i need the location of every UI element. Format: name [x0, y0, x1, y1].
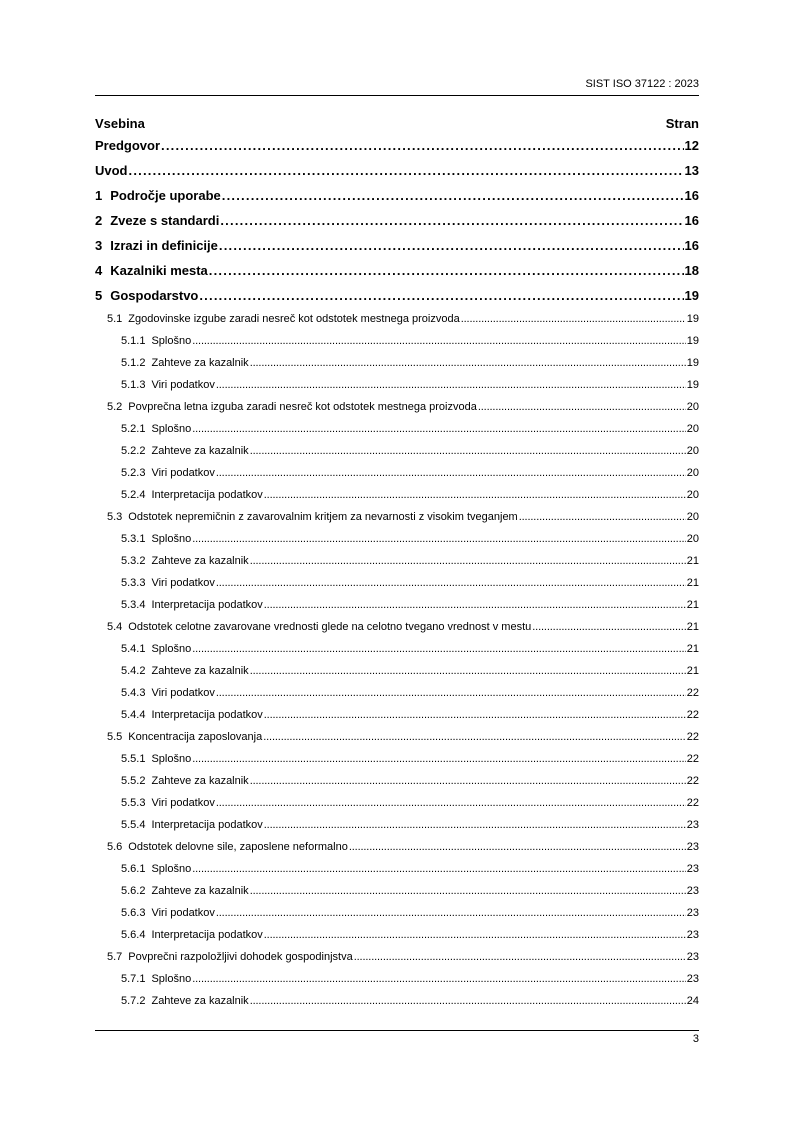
toc-entry-text: Zahteve za kazalnik: [151, 357, 249, 369]
toc-entry[interactable]: [95, 335, 699, 357]
toc-entry[interactable]: [95, 973, 699, 995]
toc-entry-page: 13: [684, 163, 699, 178]
dot-leader: [461, 313, 686, 325]
dot-leader: [250, 775, 686, 787]
toc-entry-number: 5.3.4: [121, 599, 146, 611]
dot-leader: [192, 753, 686, 765]
toc-entry-number: 5.3.1: [121, 533, 146, 545]
toc-entry-title: [121, 775, 249, 787]
toc-entry-number: 5.6.3: [121, 907, 146, 919]
toc-entry[interactable]: [95, 775, 699, 797]
toc-entry[interactable]: [95, 577, 699, 599]
toc-entry[interactable]: [95, 188, 699, 213]
dot-leader: [250, 555, 686, 567]
toc-entry[interactable]: [95, 621, 699, 643]
toc-entry-text: Viri podatkov: [151, 467, 215, 479]
footer-rule: [95, 1030, 699, 1031]
toc-entry[interactable]: [95, 263, 699, 288]
toc-entry-title: [121, 357, 249, 369]
toc-entry-page: 12: [684, 138, 699, 153]
toc-entry-title: [121, 929, 263, 941]
toc-entry-text: Splošno: [151, 753, 192, 765]
toc-entry-title: [95, 138, 160, 153]
dot-leader: [192, 863, 686, 875]
toc-entry-text: Odstotek delovne sile, zaposlene neformalno: [128, 841, 348, 853]
toc-entry-text: Zahteve za kazalnik: [151, 775, 249, 787]
toc-entry-text: Interpretacija podatkov: [151, 929, 263, 941]
dot-leader: [216, 907, 686, 919]
toc-entry-page: 21: [686, 621, 699, 633]
toc-entry-page: 18: [684, 263, 699, 278]
toc-entry-number: 5.5.1: [121, 753, 146, 765]
toc-entry-page: 22: [686, 775, 699, 787]
toc-entry[interactable]: [95, 213, 699, 238]
toc-entry-page: 16: [684, 213, 699, 228]
toc-entry[interactable]: [95, 687, 699, 709]
toc-entry-text: Splošno: [151, 533, 192, 545]
toc-entry-text: Viri podatkov: [151, 577, 215, 589]
dot-leader: [216, 577, 686, 589]
dot-leader: [161, 138, 684, 153]
toc-entry-page: 22: [686, 753, 699, 765]
toc-entry-page: 24: [686, 995, 699, 1007]
toc-entry-page: 16: [684, 238, 699, 253]
dot-leader: [478, 401, 686, 413]
toc-entry-page: 20: [686, 467, 699, 479]
toc-entry[interactable]: [95, 731, 699, 753]
toc-entry-number: 5.5.2: [121, 775, 146, 787]
page-number: 3: [692, 1033, 699, 1045]
toc-entry[interactable]: [95, 819, 699, 841]
dot-leader: [264, 599, 686, 611]
toc-entry-page: 21: [686, 555, 699, 567]
toc-entry[interactable]: [95, 313, 699, 335]
toc-entry[interactable]: [95, 797, 699, 819]
toc-entry-number: 5.6.4: [121, 929, 146, 941]
toc-entry-number: 1: [95, 188, 103, 203]
toc-entry-page: 21: [686, 577, 699, 589]
toc-entry-text: Splošno: [151, 973, 192, 985]
toc-entry[interactable]: [95, 288, 699, 313]
toc-entry-page: 19: [686, 313, 699, 325]
toc-entry-text: Kazalniki mesta: [110, 263, 208, 278]
toc-entry[interactable]: [95, 445, 699, 467]
toc-entry-text: Splošno: [151, 335, 192, 347]
toc-entry-number: 5.1: [107, 313, 123, 325]
toc-entry[interactable]: [95, 643, 699, 665]
toc-entry-page: 21: [686, 599, 699, 611]
document-id-header: SIST ISO 37122 : 2023: [585, 78, 699, 90]
toc-entry-page: 23: [686, 907, 699, 919]
toc-entry-page: 16: [684, 188, 699, 203]
toc-entry-page: 20: [686, 533, 699, 545]
dot-leader: [216, 467, 686, 479]
toc-entry-number: 5.4.3: [121, 687, 146, 699]
toc-entry-title: [107, 731, 262, 743]
toc-entry-title: [95, 238, 218, 253]
toc-entry-title: [121, 687, 215, 699]
dot-leader: [199, 288, 683, 303]
toc-entry-title: [121, 709, 263, 721]
dot-leader: [264, 819, 686, 831]
dot-leader: [192, 423, 686, 435]
toc-entry-title: [121, 863, 191, 875]
toc-entry[interactable]: [95, 511, 699, 533]
toc-entry-number: 5.2.2: [121, 445, 146, 457]
toc-entry-text: Interpretacija podatkov: [151, 489, 263, 501]
toc-entry[interactable]: [95, 423, 699, 445]
toc-entry[interactable]: [95, 753, 699, 775]
dot-leader: [250, 995, 686, 1007]
toc-entry-text: Koncentracija zaposlovanja: [128, 731, 263, 743]
toc-entry-text: Povprečna letna izguba zaradi nesreč kot odstotek mestnega proizvoda: [128, 401, 477, 413]
dot-leader: [192, 335, 686, 347]
toc-entry-title: [107, 841, 348, 853]
toc-entry-text: Viri podatkov: [151, 379, 215, 391]
toc-entry-title: [107, 621, 531, 633]
toc-entry-title: [95, 188, 221, 203]
toc-entry-number: 5.4.1: [121, 643, 146, 655]
toc-entry-text: Zahteve za kazalnik: [151, 555, 249, 567]
toc-entry-text: Zahteve za kazalnik: [151, 445, 249, 457]
toc-entry-number: 5.4.2: [121, 665, 146, 677]
toc-entry-title: [121, 907, 215, 919]
toc-entry-page: 19: [686, 335, 699, 347]
toc-entry-title: [121, 599, 263, 611]
toc-entry-text: Splošno: [151, 423, 192, 435]
toc-entry-title: [95, 263, 208, 278]
toc-entry-page: 19: [684, 288, 699, 303]
toc-entry-text: Viri podatkov: [151, 687, 215, 699]
toc-entry[interactable]: [95, 995, 699, 1017]
toc-entry-text: Odstotek celotne zavarovane vrednosti glede na celotno tvegano vrednost v mestu: [128, 621, 532, 633]
toc-entry-text: Zveze s standardi: [110, 213, 220, 228]
toc-entry-title: [121, 973, 191, 985]
toc-entry[interactable]: [95, 599, 699, 621]
toc-entry-page: 21: [686, 665, 699, 677]
toc-entry-number: 5.2.1: [121, 423, 146, 435]
dot-leader: [264, 709, 686, 721]
toc-entry-title: [121, 489, 263, 501]
toc-entry-page: 23: [686, 819, 699, 831]
toc-entry-number: 5.5.3: [121, 797, 146, 809]
dot-leader: [216, 797, 686, 809]
toc-entry-page: 23: [686, 951, 699, 963]
toc-entry-number: 5.3: [107, 511, 123, 523]
toc-entry-text: Viri podatkov: [151, 907, 215, 919]
toc-entry[interactable]: [95, 357, 699, 379]
toc-entry[interactable]: [95, 401, 699, 423]
toc-entry-text: Interpretacija podatkov: [151, 819, 263, 831]
toc-entry-number: 2: [95, 213, 103, 228]
toc-entry-page: 20: [686, 423, 699, 435]
dot-leader: [192, 643, 686, 655]
toc-entry-text: Predgovor: [95, 138, 161, 153]
dot-leader: [209, 263, 684, 278]
toc-entry-page: 22: [686, 687, 699, 699]
toc-entry-number: 5.6: [107, 841, 123, 853]
toc-entry-text: Zgodovinske izgube zaradi nesreč kot odstotek mestnega proizvoda: [128, 313, 460, 325]
toc-entry-number: 5.6.1: [121, 863, 146, 875]
toc-entry-title: [107, 951, 353, 963]
toc-entry-page: 22: [686, 731, 699, 743]
toc-entry-text: Splošno: [151, 643, 192, 655]
toc-entry-number: 5.2.3: [121, 467, 146, 479]
toc-entry-number: 5.4.4: [121, 709, 146, 721]
toc-entry-title: [121, 643, 191, 655]
toc-entry-title: [121, 819, 263, 831]
toc-entry[interactable]: [95, 885, 699, 907]
toc-entry[interactable]: [95, 863, 699, 885]
toc-entry-title: [121, 665, 249, 677]
toc-entry-number: 5.1.1: [121, 335, 146, 347]
toc-entry-number: 3: [95, 238, 103, 253]
toc-entry-text: Splošno: [151, 863, 192, 875]
toc-entry-number: 5.5: [107, 731, 123, 743]
toc-entry[interactable]: [95, 951, 699, 973]
toc-entry-text: Zahteve za kazalnik: [151, 885, 249, 897]
toc-entry-text: Interpretacija podatkov: [151, 599, 263, 611]
toc-entry-page: 23: [686, 973, 699, 985]
toc-entry-text: Interpretacija podatkov: [151, 709, 263, 721]
dot-leader: [250, 445, 686, 457]
dot-leader: [519, 511, 686, 523]
toc-page-label: Stran: [665, 116, 699, 131]
toc-entry[interactable]: [95, 467, 699, 489]
toc-entry-number: 5.3.2: [121, 555, 146, 567]
toc-entry-number: 5.7.1: [121, 973, 146, 985]
toc-entry-page: 20: [686, 489, 699, 501]
toc-entry-number: 4: [95, 263, 103, 278]
toc-entry-title: [107, 313, 460, 325]
toc-entry-text: Gospodarstvo: [110, 288, 199, 303]
dot-leader: [219, 238, 684, 253]
dot-leader: [222, 188, 684, 203]
dot-leader: [216, 687, 686, 699]
toc-entry[interactable]: [95, 489, 699, 511]
dot-leader: [263, 731, 686, 743]
toc-entry[interactable]: [95, 665, 699, 687]
toc-entry[interactable]: [95, 238, 699, 263]
toc-entry-text: Povprečni razpoložljivi dohodek gospodinjstva: [128, 951, 353, 963]
dot-leader: [250, 885, 686, 897]
dot-leader: [264, 929, 686, 941]
toc-entry[interactable]: [95, 138, 699, 163]
toc-entry-text: Zahteve za kazalnik: [151, 995, 249, 1007]
toc-entry-title: [121, 555, 249, 567]
dot-leader: [354, 951, 686, 963]
toc-entry-title: [121, 379, 215, 391]
toc-entry-number: 5.7.2: [121, 995, 146, 1007]
dot-leader: [250, 665, 686, 677]
toc-entry-page: 19: [686, 379, 699, 391]
toc-entry[interactable]: [95, 533, 699, 555]
toc-entry-number: 5.1.3: [121, 379, 146, 391]
toc-entry-title: [95, 163, 128, 178]
toc-entry[interactable]: [95, 163, 699, 188]
toc-entry-title: [121, 423, 191, 435]
toc-entry-page: 23: [686, 841, 699, 853]
toc-entry-text: Uvod: [95, 163, 128, 178]
toc-entry-title: [107, 511, 518, 523]
dot-leader: [216, 379, 686, 391]
toc-entry-number: 5.7: [107, 951, 123, 963]
toc-entry-number: 5.4: [107, 621, 123, 633]
toc-header: [95, 116, 699, 131]
toc-entry-page: 23: [686, 885, 699, 897]
toc-entry[interactable]: [95, 379, 699, 401]
toc-entry[interactable]: [95, 907, 699, 929]
dot-leader: [250, 357, 686, 369]
toc-entry-page: 23: [686, 863, 699, 875]
toc-entry-number: 5.5.4: [121, 819, 146, 831]
toc-entry-title: [95, 288, 198, 303]
toc-entry-title: [121, 797, 215, 809]
toc-entry[interactable]: [95, 929, 699, 951]
toc-entry-number: 5.2: [107, 401, 123, 413]
toc-entry-text: Področje uporabe: [110, 188, 221, 203]
toc-entry-page: 23: [686, 929, 699, 941]
dot-leader: [349, 841, 686, 853]
toc-entry-page: 21: [686, 643, 699, 655]
toc-entry-title: [121, 335, 191, 347]
toc-entry-page: 20: [686, 445, 699, 457]
toc-entry-text: Izrazi in definicije: [110, 238, 218, 253]
toc-entry-title: [95, 213, 219, 228]
toc-entry[interactable]: [95, 841, 699, 863]
dot-leader: [264, 489, 686, 501]
toc-entry-text: Odstotek nepremičnin z zavarovalnim kritjem za nevarnosti z visokim tveganjem: [128, 511, 518, 523]
toc-entry-page: 20: [686, 401, 699, 413]
toc-entry-number: 5.2.4: [121, 489, 146, 501]
toc-entry-title: [107, 401, 477, 413]
toc-entry-number: 5.3.3: [121, 577, 146, 589]
toc-entry-page: 19: [686, 357, 699, 369]
toc-entry[interactable]: [95, 555, 699, 577]
dot-leader: [532, 621, 685, 633]
toc-entry-page: 20: [686, 511, 699, 523]
toc-entry-title: [121, 753, 191, 765]
toc-entry-title: [121, 885, 249, 897]
toc-entry-number: 5: [95, 288, 103, 303]
dot-leader: [192, 533, 686, 545]
toc-entry-number: 5.6.2: [121, 885, 146, 897]
toc-entry[interactable]: [95, 709, 699, 731]
toc-entry-title: [121, 577, 215, 589]
toc-entry-text: Zahteve za kazalnik: [151, 665, 249, 677]
dot-leader: [192, 973, 686, 985]
toc-entry-number: 5.1.2: [121, 357, 146, 369]
toc-entry-page: 22: [686, 709, 699, 721]
dot-leader: [220, 213, 683, 228]
toc-entry-text: Viri podatkov: [151, 797, 215, 809]
dot-leader: [129, 163, 684, 178]
toc-contents-label: Vsebina: [95, 116, 145, 131]
toc-entry-page: 22: [686, 797, 699, 809]
header-rule: [95, 95, 699, 96]
table-of-contents: [95, 138, 699, 1017]
toc-entry-title: [121, 995, 249, 1007]
toc-entry-title: [121, 533, 191, 545]
toc-entry-title: [121, 445, 249, 457]
toc-entry-title: [121, 467, 215, 479]
